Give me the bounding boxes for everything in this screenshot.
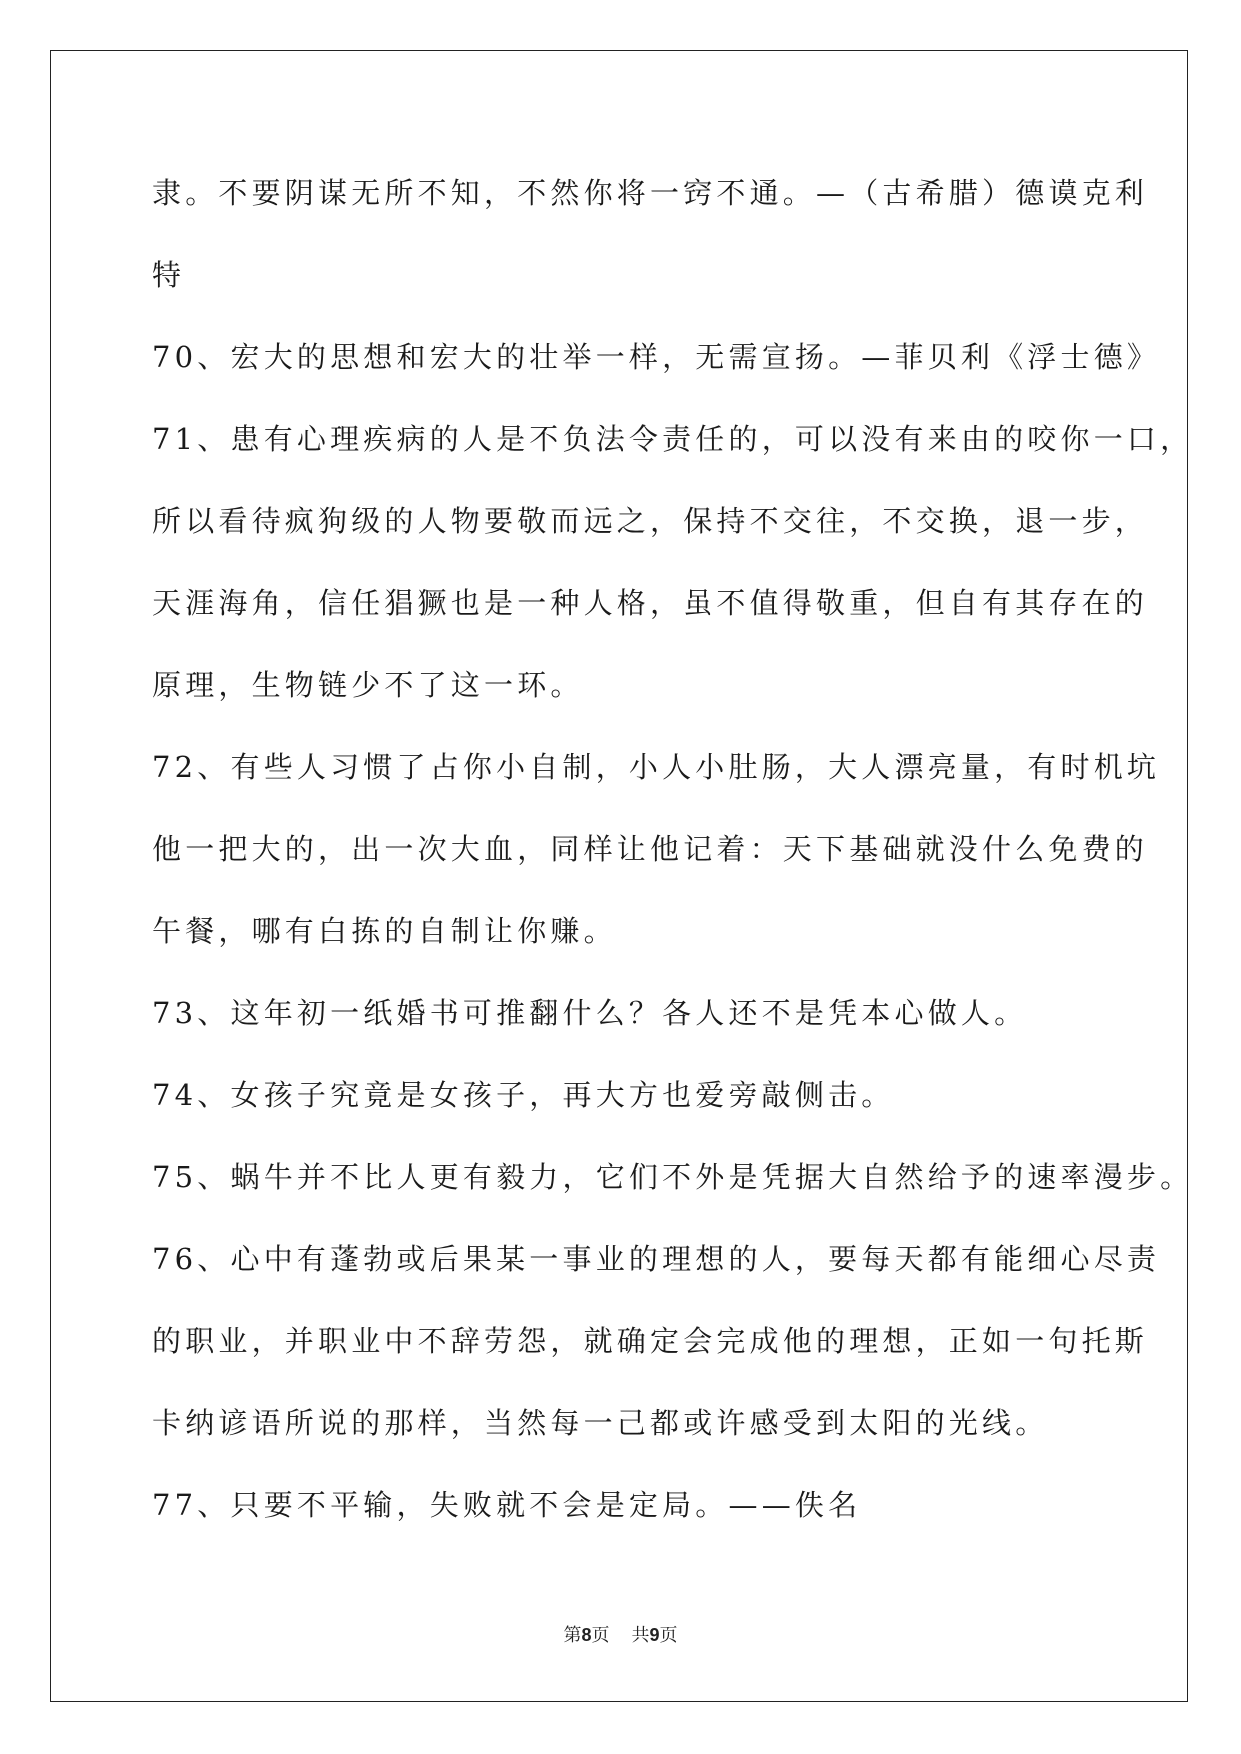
page-number-mid: 页 — [591, 1625, 610, 1646]
current-page-number: 8 — [581, 1625, 592, 1645]
text-line: 卡纳谚语所说的那样，当然每一己都或许感受到太阳的光线。 — [152, 1406, 1049, 1440]
text-line: 76、心中有蓬勃或后果某一事业的理想的人，要每天都有能细心尽责 — [152, 1242, 1161, 1276]
text-line: 74、女孩子究竟是女孩子，再大方也爱旁敲侧击。 — [152, 1078, 895, 1112]
text-line: 天涯海角，信任猖獗也是一种人格，虽不值得敬重，但自有其存在的 — [152, 586, 1149, 620]
text-line: 原理，生物链少不了这一环。 — [152, 668, 584, 702]
text-line: 他一把大的，出一次大血，同样让他记着：天下基础就没什么免费的 — [152, 832, 1149, 866]
total-pages-suffix: 页 — [659, 1625, 678, 1646]
text-line: 特 — [152, 258, 186, 292]
text-line: 71、患有心理疾病的人是不负法令责任的，可以没有来由的咬你一口， — [152, 422, 1194, 456]
text-line: 73、这年初一纸婚书可推翻什么？各人还不是凭本心做人。 — [152, 996, 1028, 1030]
page-number-prefix: 第 — [563, 1625, 582, 1646]
text-line: 隶。不要阴谋无所不知，不然你将一窍不通。—（古希腊）德谟克利 — [152, 176, 1149, 210]
text-line: 75、蜗牛并不比人更有毅力，它们不外是凭据大自然给予的速率漫步。 — [152, 1160, 1194, 1194]
total-pages-prefix: 共 — [631, 1625, 650, 1646]
text-line: 70、宏大的思想和宏大的壮举一样，无需宣扬。—菲贝利《浮士德》 — [152, 340, 1161, 374]
text-line: 77、只要不平输，失败就不会是定局。——佚名 — [152, 1488, 862, 1522]
page-footer — [0, 1623, 1241, 1648]
text-line: 72、有些人习惯了占你小自制，小人小肚肠，大人漂亮量，有时机坑 — [152, 750, 1161, 784]
document-body — [152, 152, 1194, 1546]
total-page-count: 9 — [649, 1625, 660, 1645]
text-line: 的职业，并职业中不辞劳怨，就确定会完成他的理想，正如一句托斯 — [152, 1324, 1149, 1358]
text-line: 午餐，哪有白拣的自制让你赚。 — [152, 914, 617, 948]
text-line: 所以看待疯狗级的人物要敬而远之，保持不交往，不交换，退一步， — [152, 504, 1149, 538]
